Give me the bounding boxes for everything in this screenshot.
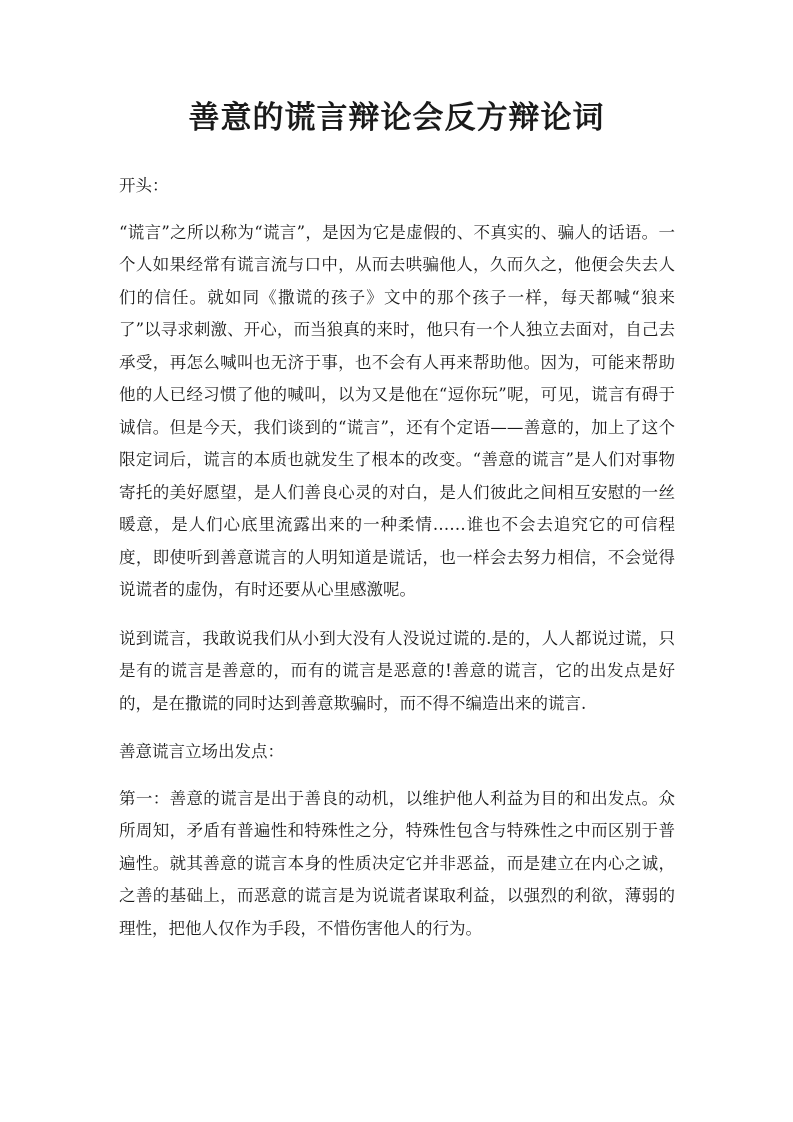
document-body xyxy=(119,170,675,961)
paragraph-opening-text: “谎言”之所以称为“谎言”，是因为它是虚假的、不真实的、骗人的话语。一个人如果经常有谎言流与口中，从而去哄骗他人，久而久之，他便会失去人们的信任。就如同《撒谎的孩子》文中的那个孩子一样，每天都喊“狼来了”以寻求刺激、开心，而当狼真的来时，他只有一个人独立去面对，自己去承受，再怎么喊叫也无济于事，也不会有人再来帮助他。因为，可能来帮助他的人已经习惯了他的喊叫，以为又是他在“逗你玩”呢，可见，谎言有碍于诚信。但是今天，我们谈到的“谎言”，还有个定语——善意的，加上了这个限定词后，谎言的本质也就发生了根本的改变。“善意的谎言”是人们对事物寄托的美好愿望，是人们善良心灵的对白，是人们彼此之间相互安慰的一丝暖意，是人们心底里流露出来的一种柔情……谁也不会去追究它的可信程度，即使听到善意谎言的人明知道是谎话，也一样会去努力相信，不会觉得说谎者的虚伪，有时还要从心里感激呢。 xyxy=(119,222,675,599)
paragraph-point-one: 第一：善意的谎言是出于善良的动机，以维护他人利益为目的和出发点。众所周知，矛盾有普遍性和特殊性之分，特殊性包含与特殊性之中而区别于普遍性。就其善意的谎言本身的性质决定它并非恶益，而是建立在内心之诚，之善的基础上，而恶意的谎言是为说谎者谋取利益，以强烈的利欲，薄弱的理性，把他人仅作为手段，不惜伤害他人的行为。 xyxy=(119,788,675,938)
paragraph-lies-discussion: 说到谎言，我敢说我们从小到大没有人没说过谎的.是的，人人都说过谎，只是有的谎言是善意的，而有的谎言是恶意的!善意的谎言，它的出发点是好的，是在撒谎的同时达到善意欺骗时，而不得不编造出来的谎言. xyxy=(119,628,675,713)
paragraph-opening-label: 开头： xyxy=(119,176,169,195)
document-title: 善意的谎言辩论会反方辩论词 xyxy=(188,100,605,136)
paragraph-standpoint-label: 善意谎言立场出发点： xyxy=(119,742,284,761)
